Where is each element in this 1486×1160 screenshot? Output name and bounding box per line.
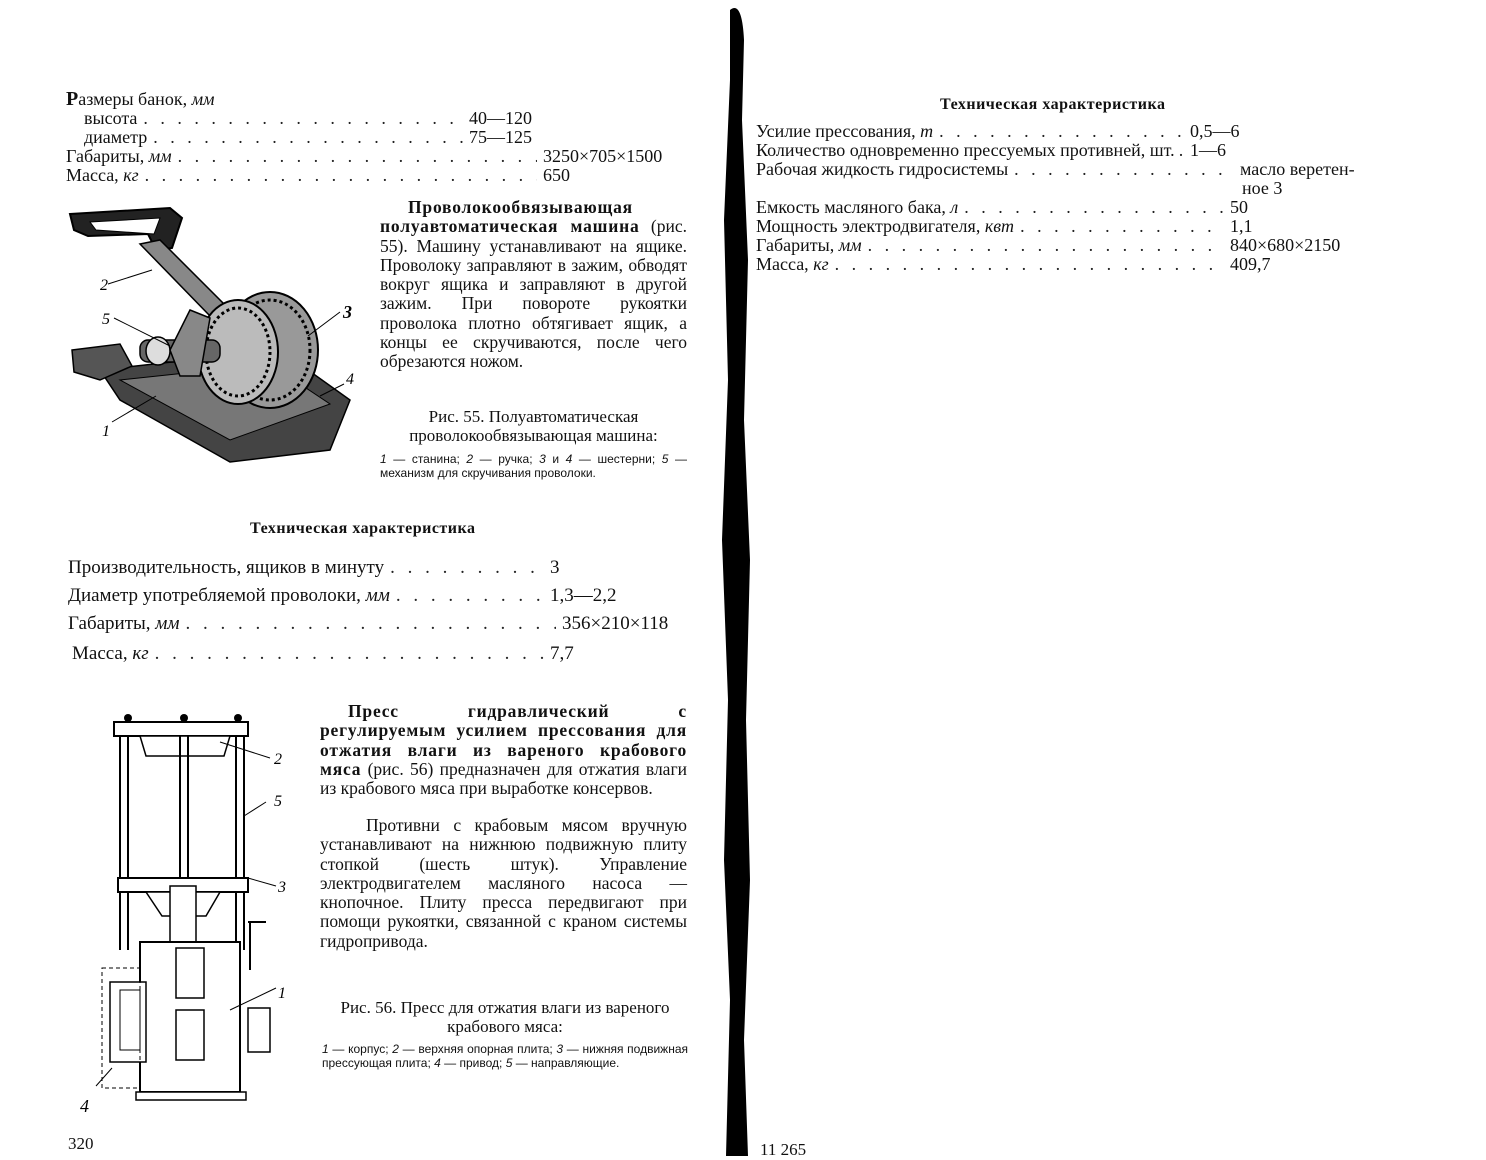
tech1-row-dimensions	[68, 614, 688, 633]
leader-dots	[155, 644, 544, 663]
spec-value: 75—125	[469, 127, 532, 147]
spec-label: Масса,	[72, 643, 128, 664]
cans-header-unit: мм	[191, 89, 215, 109]
left-page	[0, 0, 720, 1156]
spec-label: Диаметр употребляемой проволоки,	[68, 585, 361, 606]
spec-unit: т	[920, 121, 934, 141]
tech2-row-dimensions	[756, 236, 1382, 255]
spec-label: Масса,	[756, 254, 809, 274]
fig55-label: 5	[102, 311, 110, 328]
figure-55-caption: Рис. 55. Полуавтоматическая проволокообвязывающая машина:	[409, 407, 658, 445]
leader-dots	[390, 558, 544, 577]
fig55-label: 4	[346, 371, 354, 388]
tech1-row-wire-diameter	[68, 586, 668, 605]
leader-dots	[1179, 141, 1186, 160]
leader-dots	[178, 147, 537, 166]
leader-dots	[939, 122, 1184, 141]
right-page	[750, 0, 1486, 1159]
tech2-row-tank	[756, 198, 1296, 217]
spec-label: Рабочая жидкость гидросистемы	[756, 159, 1009, 179]
leader-dots	[1014, 160, 1234, 179]
spec-unit: квт	[984, 216, 1015, 236]
tech2-row-mass	[756, 255, 1296, 274]
spec-value: 1,3—2,2	[550, 585, 617, 606]
fig56-label: 4	[80, 1096, 89, 1115]
machine-body: (рис. 55). Машину устанавливают на ящике. Проволоку заправляют в зажим, обводят вокруг ящика и заправляют в другой зажим. При повороте рукоятки проволока плотно обтягивает ящик, а концы ее скручиваются, после чего обрезаются ножом.	[380, 216, 687, 372]
tech2-row-power	[756, 217, 1296, 236]
spec-value: 650	[543, 165, 570, 185]
leader-dots	[186, 614, 556, 633]
figure-55-legend: 1 — станина; 2 — ручка; 3 и 4 — шестерни; 5 — механизм для скручивания проволоки.	[380, 452, 687, 480]
leader-dots	[145, 166, 537, 185]
tech2-row-fluid	[756, 160, 1376, 179]
leader-dots	[868, 236, 1224, 255]
spec-value: 3	[550, 557, 560, 578]
cans-row-height	[84, 109, 614, 128]
spec-label: Масса,	[66, 165, 119, 185]
spec-unit: кг	[813, 254, 829, 274]
spec-label: диаметр	[84, 127, 148, 147]
fig55-label: 3	[343, 302, 352, 322]
cans-row-dimensions	[66, 147, 688, 166]
tech1-row-productivity	[68, 558, 668, 577]
spec-value: 50	[1230, 197, 1248, 217]
fig55-label: 2	[100, 277, 108, 294]
spec-value: 7,7	[550, 643, 574, 664]
cans-header-initial: Р	[66, 88, 79, 110]
spec-unit: кг	[132, 643, 149, 664]
spec-value: 1,1	[1230, 216, 1253, 236]
leader-dots	[396, 586, 544, 605]
page-number: 320	[68, 1134, 94, 1153]
leader-dots	[964, 198, 1224, 217]
spec-value: 1—6	[1190, 140, 1226, 160]
press-body-1: (рис. 56) предназначен для отжатия влаги из крабового мяса при выработке консервов.	[320, 758, 687, 799]
spec-label: Габариты,	[68, 613, 151, 634]
spec-unit: мм	[838, 235, 862, 255]
spec-value: 0,5—6	[1190, 121, 1240, 141]
spec-label: Мощность электродвигателя,	[756, 216, 981, 236]
tech2-row-fluid-cont	[1242, 179, 1282, 198]
press-description-2: Противни с крабовым мясом вручную устанавливают на нижнюю подвижную плиту стопкой (шесть штук). Управление электродвигателем масляного насоса — кнопочное. Плиту пресса передвигают при помощи рукоятки, связанной с краном системы гидропривода.	[320, 815, 687, 951]
press-description	[320, 702, 687, 798]
machine-title: Проволокообвязывающая полуавтоматическая машина	[380, 197, 640, 237]
figure-55-strapping-machine	[60, 200, 370, 470]
tech-spec-heading-2: Техническая характеристика	[940, 96, 1166, 113]
tech2-row-force	[756, 122, 1256, 141]
leader-dots	[153, 128, 463, 147]
figure-56-legend: 1 — корпус; 2 — верхняя опорная плита; 3 — нижняя подвижная прессующая плита; 4 — привод; 5 — направляющие.	[322, 1042, 688, 1070]
spec-value: 356×210×118	[562, 613, 669, 634]
spec-value: 840×680×2150	[1230, 235, 1341, 255]
leader-dots	[143, 109, 463, 128]
fig56-label: 5	[274, 793, 282, 810]
fig55-label: 1	[102, 423, 110, 440]
spec-unit: мм	[365, 585, 390, 606]
spec-label: высота	[84, 108, 138, 128]
spec-label: Производительность, ящиков в минуту	[68, 557, 385, 578]
page-footer: 11 265	[760, 1140, 807, 1159]
machine-description	[380, 198, 687, 372]
fig56-label: 2	[274, 751, 282, 768]
spec-unit: кг	[123, 165, 139, 185]
fig56-label: 1	[278, 985, 286, 1002]
spec-unit: мм	[155, 613, 180, 634]
tech-spec-heading: Техническая характеристика	[250, 520, 476, 537]
spec-label: Габариты,	[756, 235, 835, 255]
spec-value: 40—120	[469, 108, 532, 128]
spec-unit: л	[950, 197, 959, 217]
spec-value: масло веретен-	[1240, 159, 1355, 179]
spec-label: Габариты,	[66, 146, 145, 166]
binding-shadow	[722, 0, 752, 1156]
leader-dots	[1020, 217, 1224, 236]
spec-value: 409,7	[1230, 254, 1271, 274]
fig56-label: 3	[278, 879, 286, 896]
cans-row-mass	[66, 166, 614, 185]
spec-label: Емкость масляного бака,	[756, 197, 946, 217]
cans-header-text: азмеры банок,	[78, 89, 188, 109]
spec-label: Усилие прессования,	[756, 121, 916, 141]
cans-row-diameter	[84, 128, 614, 147]
figure-56-hydraulic-press	[70, 710, 300, 1115]
cans-header	[66, 90, 215, 109]
figure-56-caption: Рис. 56. Пресс для отжатия влаги из вареного крабового мяса:	[340, 998, 670, 1036]
spec-unit: мм	[148, 146, 172, 166]
spec-label: Количество одновременно прессуемых противней, шт.	[756, 140, 1175, 160]
spec-value-continuation: ное 3	[1242, 178, 1283, 198]
spec-value: 3250×705×1500	[543, 146, 663, 166]
leader-dots	[835, 255, 1224, 274]
tech1-row-mass	[72, 644, 668, 663]
press-title: Пресс гидравлический с регулируемым усилием прессования для отжатия влаги из вареного крабового мяса	[320, 701, 687, 779]
tech2-row-trays	[756, 141, 1256, 160]
